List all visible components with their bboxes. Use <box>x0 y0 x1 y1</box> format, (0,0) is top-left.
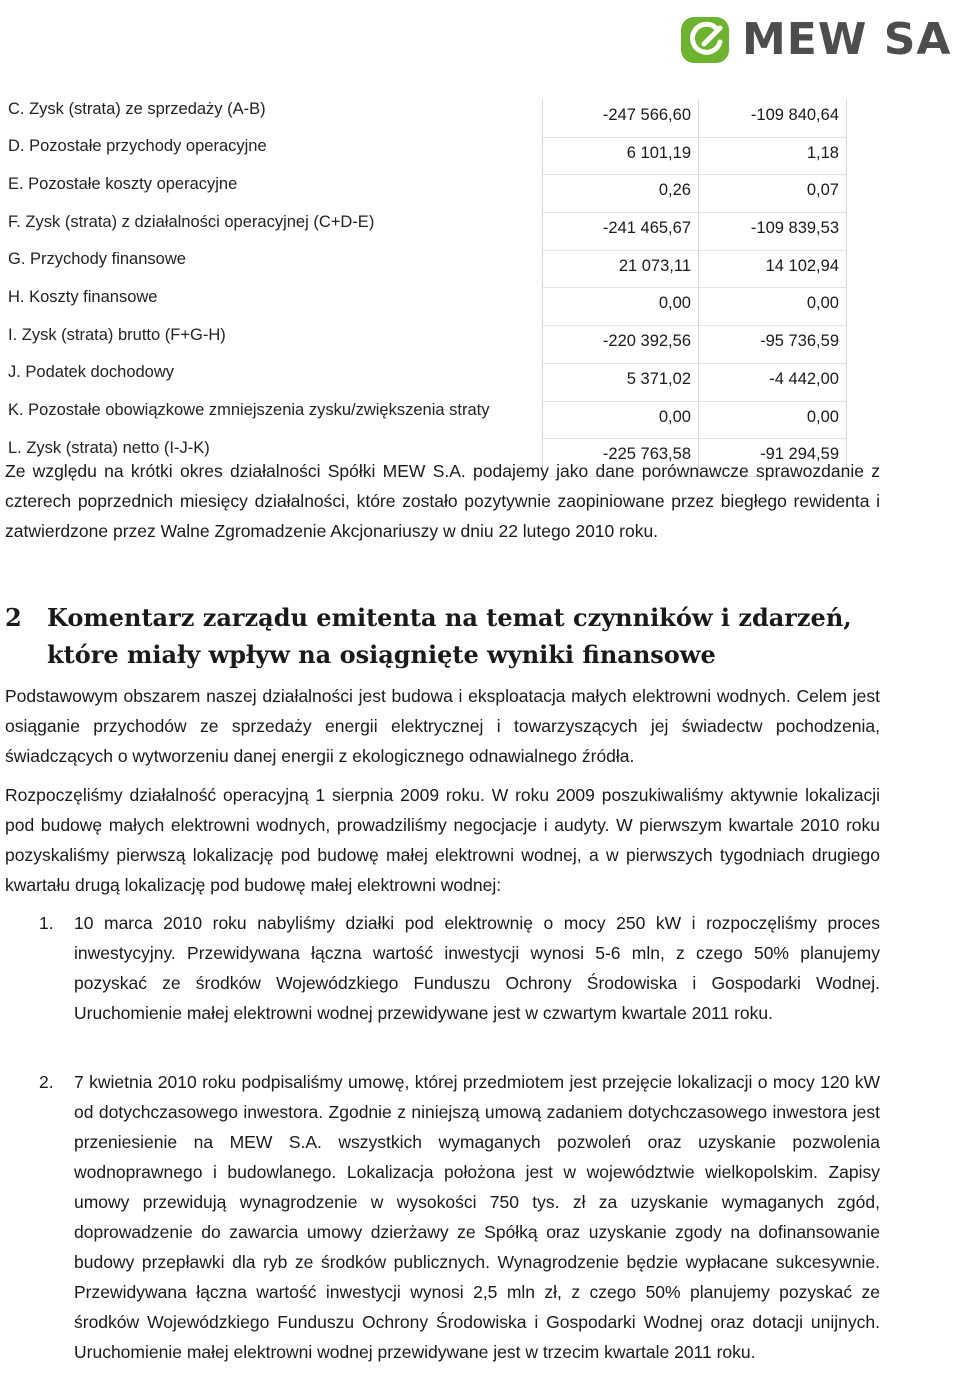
list-marker: 1. <box>39 913 54 933</box>
section-title: Komentarz zarządu emitenta na temat czynników i zdarzeń, które miały wpływ na osiągnięte wyniki finansowe <box>47 603 852 669</box>
list-item <box>5 908 880 1028</box>
value-previous: -109 840,64 <box>699 100 847 137</box>
value-current: -225 763,58 <box>543 439 699 477</box>
table-row <box>5 137 847 175</box>
table-row <box>5 326 847 364</box>
value-previous: 0,07 <box>699 175 847 213</box>
value-current: 6 101,19 <box>543 137 699 175</box>
value-current: 0,26 <box>543 175 699 213</box>
table-row <box>5 288 847 326</box>
company-logo <box>680 12 952 68</box>
financial-table <box>5 100 847 477</box>
section-heading <box>5 599 905 673</box>
value-current: -247 566,60 <box>543 100 699 137</box>
value-current: -241 465,67 <box>543 213 699 251</box>
row-label: L. Zysk (strata) netto (I-J-K) <box>5 439 543 477</box>
value-previous: -91 294,59 <box>699 439 847 477</box>
list-item-text: 10 marca 2010 roku nabyliśmy działki pod elektrownię o mocy 250 kW i rozpoczęliśmy proces inwestycyjny. Przewidywana łączna wartość inwestycji wynosi 5-6 mln, z czego 50% planujemy pozyskać ze środków Wojewódzkiego Funduszu Ochrony Środowiska i Gospodarki Wodnej. Uruchomienie małej elektrowni wodnej przewidywane jest w czwartym kwartale 2011 roku. <box>74 913 880 1023</box>
intro-paragraph: Ze względu na krótki okres działalności Spółki MEW S.A. podajemy jako dane porównawcze sprawozdanie z czterech poprzednich miesięcy działalności, które zostało pozytywnie zaopiniowane przez biegłego rewidenta i zatwierdzone przez Walne Zgromadzenie Akcjonariuszy w dniu 22 lutego 2010 roku. <box>5 461 880 541</box>
row-label: I. Zysk (strata) brutto (F+G-H) <box>5 326 543 364</box>
row-label: E. Pozostałe koszty operacyjne <box>5 175 543 213</box>
value-current: 0,00 <box>543 401 699 439</box>
row-label: G. Przychody finansowe <box>5 250 543 288</box>
row-label: J. Podatek dochodowy <box>5 363 543 401</box>
value-previous: -4 442,00 <box>699 363 847 401</box>
row-label: C. Zysk (strata) ze sprzedaży (A-B) <box>5 100 543 137</box>
table-row <box>5 100 847 137</box>
value-previous: 1,18 <box>699 137 847 175</box>
mew-logo-mark-icon <box>680 14 732 66</box>
table-row <box>5 363 847 401</box>
value-previous: 0,00 <box>699 288 847 326</box>
table-row <box>5 401 847 439</box>
table-row <box>5 250 847 288</box>
value-previous: -109 839,53 <box>699 213 847 251</box>
row-label: D. Pozostałe przychody operacyjne <box>5 137 543 175</box>
paragraph: Rozpoczęliśmy działalność operacyjną 1 sierpnia 2009 roku. W roku 2009 poszukiwaliśmy aktywnie lokalizacji pod budowę małych elektrowni wodnych, prowadziliśmy negocjacje i audyty. W pierwszym kwartale 2010 roku pozyskaliśmy pierwszą lokalizację pod budowę małej elektrowni wodnej, a w pierwszych tygodniach drugiego kwartału drugą lokalizację pod budowę małej elektrowni wodnej: <box>5 785 880 895</box>
value-previous: 0,00 <box>699 401 847 439</box>
value-current: 0,00 <box>543 288 699 326</box>
paragraph: Podstawowym obszarem naszej działalności jest budowa i eksploatacja małych elektrowni wodnych. Celem jest osiąganie przychodów ze sprzedaży energii elektrycznej i towarzyszących jej świadectw pochodzenia, świadczących o wytworzeniu danej energii z ekologicznego odnawialnego źródła. <box>5 686 880 766</box>
list-item-text: 7 kwietnia 2010 roku podpisaliśmy umowę, której przedmiotem jest przejęcie lokalizacji o mocy 120 kW od dotychczasowego inwestora. Zgodnie z niniejszą umową zadaniem dotychczasowego inwestora jest przeniesienie na MEW S.A. wszystkich wymaganych pozwoleń oraz uzyskanie pozwolenia wodnoprawnego i budowlanego. Lokalizacja położona jest w województwie wielkopolskim. Zapisy umowy przewidują wynagrodzenie w wysokości 750 tys. zł za uzyskanie wymaganych zgód, doprowadzenie do zawarcia umowy dzierżawy ze Spółką oraz uzyskanie zgody na dofinansowanie budowy przepławki dla ryb ze środków publicznych. Wynagrodzenie będzie wypłacane sukcesywnie. Przewidywana łączna wartość inwestycji wynosi 2,5 mln zł, z czego 50% planujemy pozyskać ze środków Wojewódzkiego Funduszu Ochrony Środowiska i Gospodarki Wodnej oraz dotacji unijnych. Uruchomienie małej elektrowni wodnej przewidywane jest w trzecim kwartale 2011 roku. <box>74 1072 880 1362</box>
value-previous: 14 102,94 <box>699 250 847 288</box>
table-row <box>5 213 847 251</box>
section-number: 2 <box>5 603 22 632</box>
row-label: H. Koszty finansowe <box>5 288 543 326</box>
table-row <box>5 175 847 213</box>
row-label: K. Pozostałe obowiązkowe zmniejszenia zysku/zwiększenia straty <box>5 401 543 439</box>
value-current: 5 371,02 <box>543 363 699 401</box>
value-current: -220 392,56 <box>543 326 699 364</box>
list-marker: 2. <box>39 1072 54 1092</box>
list-item <box>5 1067 880 1367</box>
value-previous: -95 736,59 <box>699 326 847 364</box>
value-current: 21 073,11 <box>543 250 699 288</box>
brand-name: MEW SA <box>742 14 952 65</box>
row-label: F. Zysk (strata) z działalności operacyjnej (C+D-E) <box>5 213 543 251</box>
